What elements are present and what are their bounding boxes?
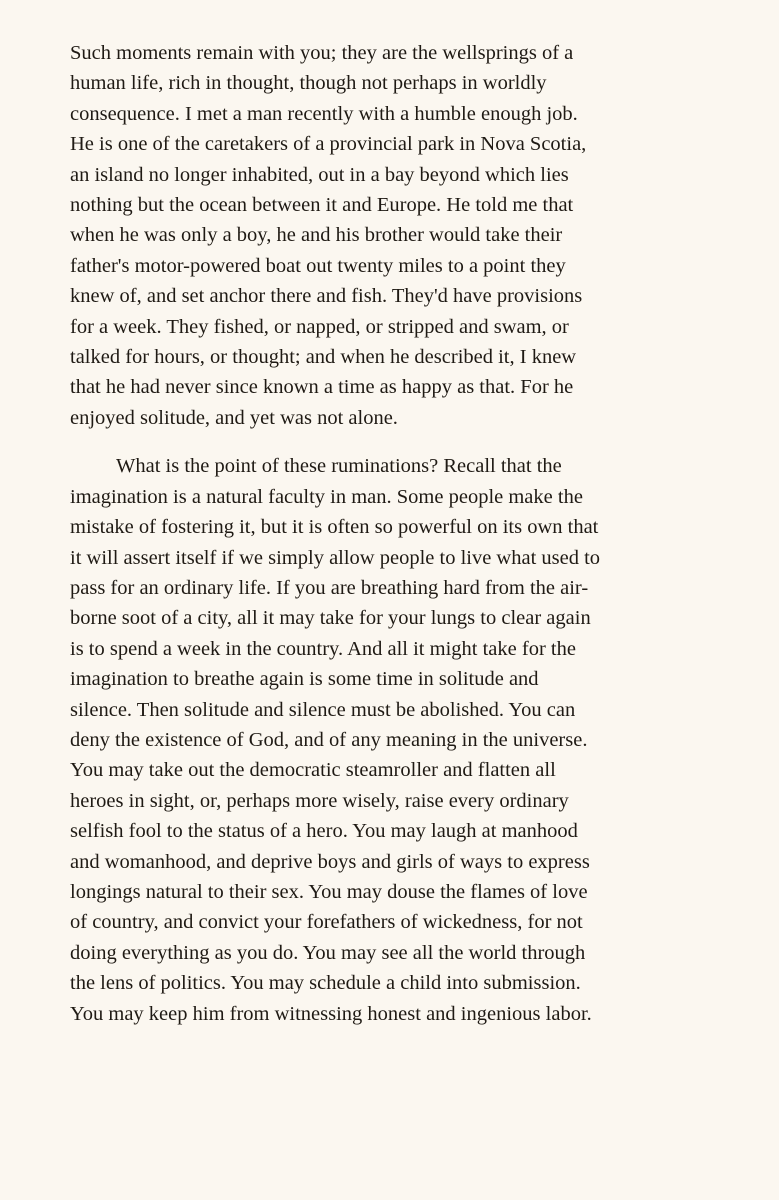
paragraph-1 bbox=[70, 38, 721, 433]
text-line: for a week. They fished, or napped, or stripped and swam, or bbox=[70, 315, 569, 338]
text-line: it will assert itself if we simply allow people to live what used to bbox=[70, 546, 601, 569]
text-line: silence. Then solitude and silence must be abolished. You can bbox=[70, 698, 576, 721]
text-line: You may take out the democratic steamroller and flatten all bbox=[70, 759, 556, 782]
text-line: when he was only a boy, he and his brother would take their bbox=[70, 224, 563, 247]
text-line: father's motor-powered boat out twenty miles to a point they bbox=[70, 254, 566, 277]
text-line: longings natural to their sex. You may douse the flames of love bbox=[70, 880, 588, 903]
text-line: enjoyed solitude, and yet was not alone. bbox=[70, 406, 398, 429]
text-line: imagination to breathe again is some time in solitude and bbox=[70, 668, 539, 691]
text-line: consequence. I met a man recently with a humble enough job. bbox=[70, 102, 578, 125]
text-line: borne soot of a city, all it may take for your lungs to clear again bbox=[70, 607, 591, 630]
text-line: is to spend a week in the country. And all it might take for the bbox=[70, 637, 576, 660]
text-line: imagination is a natural faculty in man. Some people make the bbox=[70, 485, 583, 508]
text-line: pass for an ordinary life. If you are breathing hard from the air- bbox=[70, 576, 589, 599]
text-line: human life, rich in thought, though not perhaps in worldly bbox=[70, 72, 547, 95]
text-line: that he had never since known a time as happy as that. For he bbox=[70, 376, 574, 399]
text-line: nothing but the ocean between it and Europe. He told me that bbox=[70, 194, 574, 217]
text-line: He is one of the caretakers of a provincial park in Nova Scotia, bbox=[70, 133, 587, 156]
text-line: and womanhood, and deprive boys and girls of ways to express bbox=[70, 850, 590, 873]
text-line: What is the point of these ruminations? Recall that the bbox=[116, 455, 562, 478]
text-line: selfish fool to the status of a hero. You may laugh at manhood bbox=[70, 820, 578, 843]
text-line: of country, and convict your forefathers of wickedness, for not bbox=[70, 911, 583, 934]
text-line: deny the existence of God, and of any meaning in the universe. bbox=[70, 728, 588, 751]
text-line: the lens of politics. You may schedule a child into submission. bbox=[70, 972, 581, 995]
text-line: an island no longer inhabited, out in a bay beyond which lies bbox=[70, 163, 569, 186]
text-line: doing everything as you do. You may see all the world through bbox=[70, 941, 586, 964]
text-line: Such moments remain with you; they are the wellsprings of a bbox=[70, 42, 574, 64]
text-line: You may keep him from witnessing honest and ingenious labor. bbox=[70, 1002, 592, 1025]
text-line: mistake of fostering it, but it is often so powerful on its own that bbox=[70, 516, 599, 539]
text-line: heroes in sight, or, perhaps more wisely, raise every ordinary bbox=[70, 789, 569, 812]
text-line: knew of, and set anchor there and fish. They'd have provisions bbox=[70, 285, 583, 308]
text-line: talked for hours, or thought; and when he described it, I knew bbox=[70, 346, 577, 369]
paragraph-2 bbox=[70, 451, 721, 1029]
